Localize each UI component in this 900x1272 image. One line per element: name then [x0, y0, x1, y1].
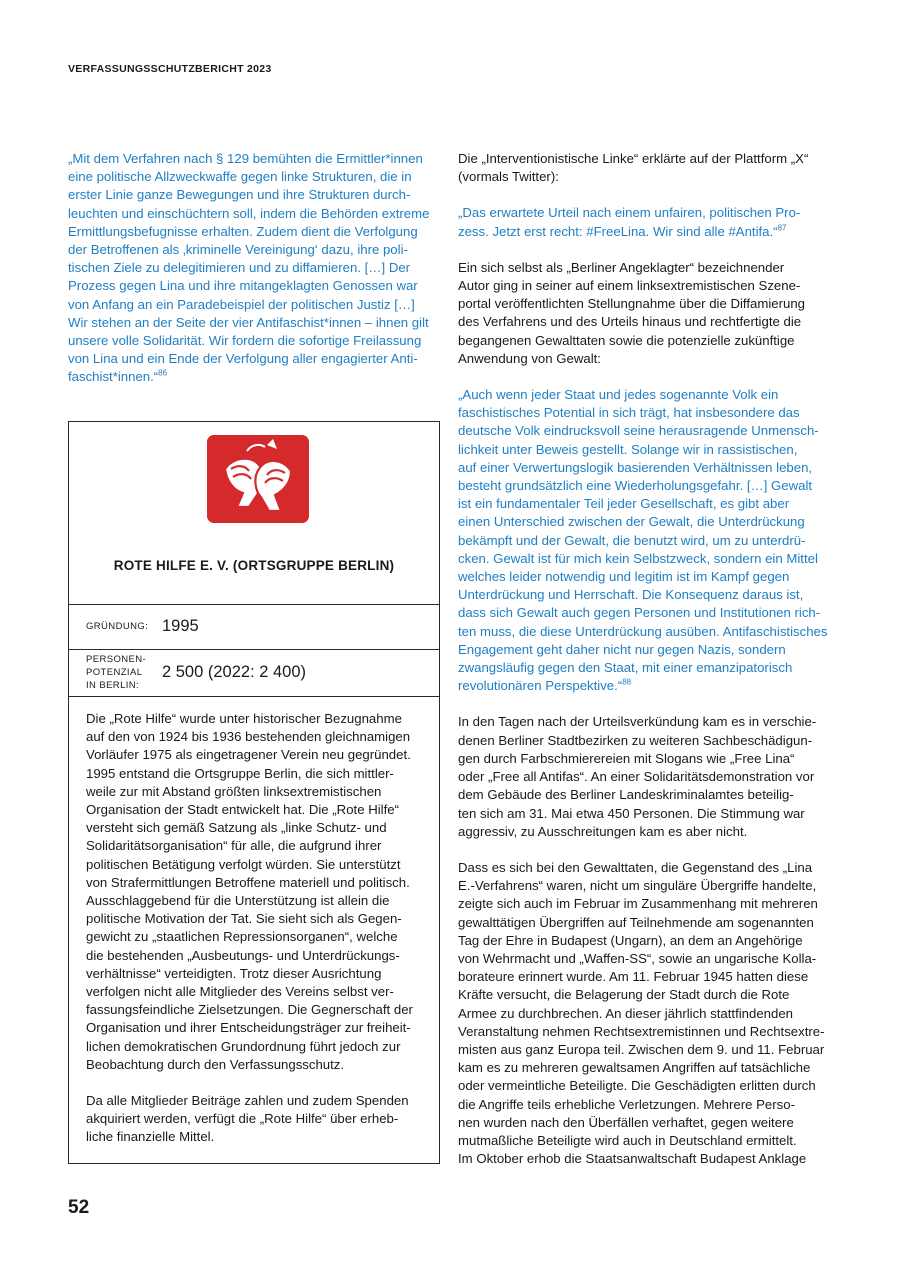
raised-fists-icon	[207, 435, 309, 523]
rote-hilfe-logo	[207, 435, 309, 523]
description-paragraph-2: Da alle Mitglieder Beiträge zahlen und zudem Spenden akquiriert werden, verfügt die „Rote Hilfe“ über erheb- liche finanzielle Mittel.	[86, 1093, 409, 1145]
right-column	[458, 150, 833, 1168]
personnel-value: 2 500 (2022: 2 400)	[162, 663, 307, 681]
footnote-ref-87: 87	[777, 223, 787, 233]
left-column	[68, 150, 440, 387]
quote-text-1: „Das erwartete Urteil nach einem unfairen, politischen Pro- zess. Jetzt erst recht: #FreeLina. Wir sind alle #Antifa.“	[458, 205, 801, 239]
quote-paragraph-2	[458, 386, 833, 695]
personnel-row	[69, 649, 439, 697]
founding-value: 1995	[162, 617, 199, 635]
description-paragraph-1: Die „Rote Hilfe“ wurde unter historischer Bezugnahme auf den von 1924 bis 1936 bestehenden gleichnamigen Vorläufer 1975 als eingetragener Verein neu gegründet. 1995 entstand die Ortsgruppe Berlin, die sich mittler- weile zur mit Abstand größten linksextremistischen Organisation der Stadt entwickelt hat. Die „Rote Hilfe“ versteht sich gemäß Satzung als „linke Schutz- und Solidaritätsorganisation“ für alle, die aufgrund ihrer politischen Betätigung verfolgt würden. Sie unterstützt von Strafermittlungen Betroffene materiell und politisch. Ausschlaggebend für die Unterstützung ist allein die politische Motivation der Tat. Sie sieht sich als Gegen- gewicht zu „staatlichen Repressionsorganen“, welche die bestehenden „Ausbeutungs- und Unterdrückungs- verhältnisse“ verteidigten. Trotz dieser Ausrichtung verfolgen nicht alle Mitglieder des Vereins selbst ver- fassungsfeindliche Zielsetzungen. Die Gegnerschaft der Organisation und ihrer Entscheidungsträger zur freiheit- lichen demokratischen Grundordnung führt jedoch zur Beobachtung durch den Verfassungsschutz.	[86, 711, 413, 1072]
footnote-ref: 86	[158, 369, 168, 379]
organization-description	[86, 710, 424, 1147]
quote-paragraph	[68, 150, 440, 387]
quote-text-2: „Auch wenn jeder Staat und jedes sogenannte Volk ein faschistisches Potential in sich trägt, hat insbesondere das deutsche Volk eindrucksvoll seine herausragende Unmensch- lichkeit unter Beweis gestellt. Solange wir in rassistischen, auf einer Verwertungslogik basierenden Verhältnissen leben, besteht grundsätzlich eine Wiederholungsgefahr. […] Gewalt ist ein fundamentaler Teil jeder Gesellschaft, es gibt aber einen Unterschied zwischen der Gewalt, die Unterdrückung bekämpft und der Gewalt, die benutzt wird, um zu unterdrü- cken. Gewalt ist für mich kein Selbstzweck, sondern ein Mittel welches leider notwendig und legitim ist im Kampf gegen Unterdrückung und Herrschaft. Die Konsequenz daraus ist, dass sich Gewalt auch gegen Personen und Institutionen rich- ten muss, die diese Unterdrückung ausüben. Antifaschistisches Engagement geht daher nicht nur gegen Nazis, sondern zwangsläufig gegen den Staat, mit einer emanzipatorisch revolutionären Perspektive.“	[458, 387, 828, 694]
quote-paragraph-1	[458, 204, 833, 240]
personnel-label: PERSONEN- POTENZIAL IN BERLIN:	[86, 654, 147, 691]
organization-title: ROTE HILFE E. V. (ORTSGRUPPE BERLIN)	[113, 558, 395, 573]
document-header: VERFASSUNGSSCHUTZBERICHT 2023	[68, 63, 272, 75]
body-paragraph-3: In den Tagen nach der Urteilsverkündung kam es in verschie- denen Berliner Stadtbezirken zu weiteren Sachbeschädigun- gen durch Farbschmierereien mit Slogans wie „Free Lina“ oder „Free all Antifas“. An einer Solidaritätsdemonstration vor dem Gebäude des Berliner Landeskriminalamtes beteilig- ten sich am 31. Mai etwa 450 Personen. Die Stimmung war aggressiv, zu Ausschreitungen kam es aber nicht.	[458, 714, 817, 839]
footnote-ref-88: 88	[622, 677, 632, 687]
organization-infobox	[68, 421, 440, 1164]
founding-label: GRÜNDUNG:	[86, 621, 149, 632]
quote-text: „Mit dem Verfahren nach § 129 bemühten die Ermittler*innen eine politische Allzweckwaffe gegen linke Strukturen, die in erster Linie ganze Bewegungen und ihre Strukturen durch- leuchten und einschüchtern soll, indem die Behörden extreme Ermittlungsbefugnisse erhalten. Zudem dient die Verfolgung der Betroffenen als ‚kriminelle Vereinigung‘ dazu, ihre poli- tischen Ziele zu delegitimieren und zu diffamieren. […] Der Prozess gegen Lina und ihre mitangeklagten Genossen war von Anfang an ein Paradebeispiel der politischen Justiz […] Wir stehen an der Seite der vier Antifaschist*innen – ihnen gilt unsere volle Solidarität. Wir fordern die sofortige Freilassung von Lina und ein Ende der Verfolgung aller engagierter Anti- faschist*innen.“	[68, 151, 430, 385]
page-number: 52	[68, 1197, 90, 1218]
founding-row	[69, 604, 439, 649]
intro-paragraph: Die „Interventionistische Linke“ erklärte auf der Plattform „X“ (vormals Twitter):	[458, 151, 809, 185]
body-paragraph-2: Ein sich selbst als „Berliner Angeklagter“ bezeichnender Autor ging in seiner auf einem linksextremistischen Szene- portal veröffentlichten Stellungnahme über die Diffamierung des Verfahrens und des Urteils hinaus und rechtfertigte die begangenen Gewalttaten sowie die potenzielle zukünftige Anwendung von Gewalt:	[458, 259, 805, 366]
body-paragraph-4: Dass es sich bei den Gewalttaten, die Gegenstand des „Lina E.-Verfahrens“ waren, nicht um singuläre Übergriffe handelte, zeigte sich auch im Februar im Zusammenhang mit mehreren gewalttätigen Übergriffen auf Teilnehmende am sogenannten Tag der Ehre in Budapest (Ungarn), an dem an Angehörige von Wehrmacht und „Waffen-SS“, sowie an ungarische Kolla- borateure erinnert wurde. Am 11. Februar 1945 hatten diese Kräfte versucht, die Belagerung der Stadt durch die Rote Armee zu durchbrechen. An dieser jährlich stattfindenden Veranstaltung nehmen Rechtsextremistinnen und Rechtsextre- misten aus ganz Europa teil. Zwischen dem 9. und 11. Februar kam es zu mehreren gewaltsamen Angriffen auf tatsächliche oder vermeintliche Beteiligte. Die Geschädigten erlitten durch die Angriffe teils erhebliche Verletzungen. Mehrere Perso- nen wurden nach den Überfällen verhaftet, gegen weitere mutmaßliche Beteiligte wird auch in Deutschland ermittelt. Im Oktober erhob die Staatsanwaltschaft Budapest Anklage	[458, 859, 825, 1167]
